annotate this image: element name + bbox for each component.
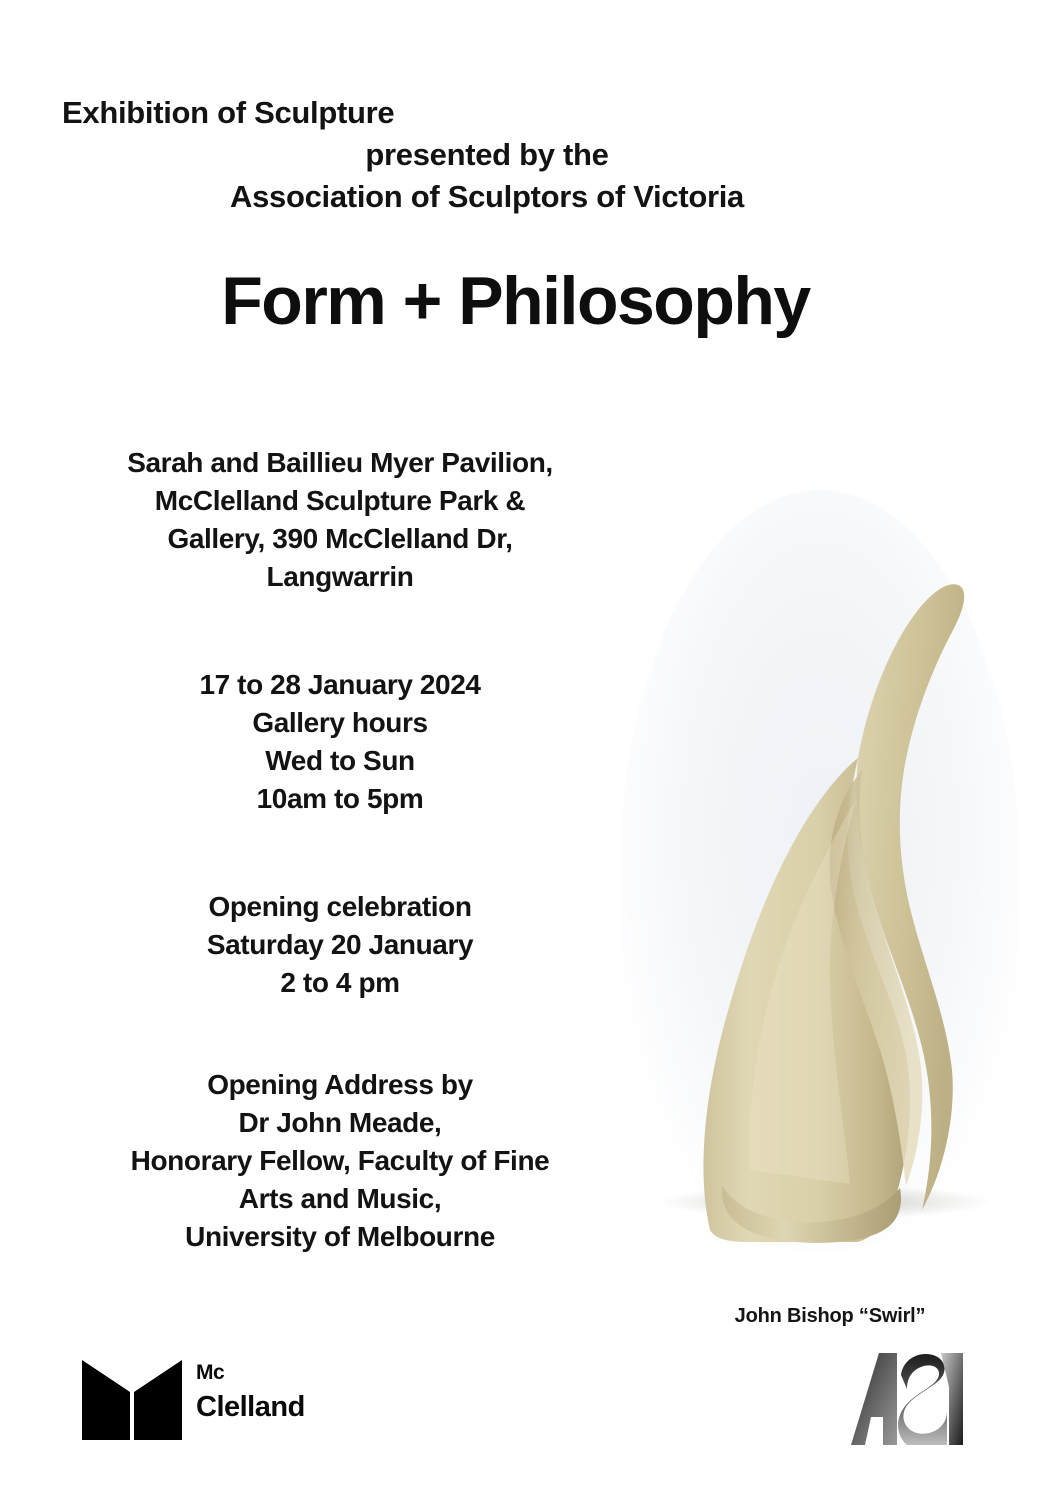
mcclelland-word-line-1: Mc (196, 1361, 225, 1384)
opening-address-block (30, 1066, 650, 1256)
sculpture-photo (600, 470, 1040, 1270)
address-line-1: Opening Address by (207, 1069, 473, 1100)
header-line-3: Association of Sculptors of Victoria (230, 179, 744, 214)
address-line-2: Dr John Meade, (238, 1107, 442, 1138)
address-line-4: Arts and Music, (238, 1183, 442, 1214)
dates-line-1: 17 to 28 January 2024 (199, 669, 481, 700)
header-block (62, 92, 892, 218)
asv-mark-icon (845, 1345, 975, 1455)
opening-line-3: 2 to 4 pm (280, 967, 400, 998)
mcclelland-logo (78, 1352, 368, 1448)
venue-line-2: McClelland Sculpture Park & (154, 485, 526, 516)
venue-line-3: Gallery, 390 McClelland Dr, (167, 523, 513, 554)
exhibition-title: Form + Philosophy (221, 263, 810, 339)
mcclelland-word-line-2: Clelland (196, 1391, 305, 1423)
artwork-caption: John Bishop “Swirl” (734, 1305, 926, 1327)
sculpture-illustration (600, 470, 1040, 1270)
venue-block (60, 444, 620, 596)
opening-line-2: Saturday 20 January (206, 929, 474, 960)
address-line-5: University of Melbourne (185, 1221, 495, 1252)
dates-line-2: Gallery hours (252, 707, 428, 738)
asv-logo (845, 1345, 975, 1455)
mcclelland-mark-icon (78, 1352, 186, 1448)
address-line-3: Honorary Fellow, Faculty of Fine (130, 1145, 550, 1176)
header-line-1: Exhibition of Sculpture (62, 95, 395, 130)
venue-line-1: Sarah and Baillieu Myer Pavilion, (127, 447, 553, 478)
dates-line-4: 10am to 5pm (256, 783, 424, 814)
opening-celebration-block (60, 888, 620, 1002)
dates-line-3: Wed to Sun (265, 745, 415, 776)
venue-line-4: Langwarrin (266, 561, 414, 592)
opening-line-1: Opening celebration (208, 891, 472, 922)
dates-block (60, 666, 620, 818)
mcclelland-wordmark (196, 1356, 305, 1424)
header-line-2: presented by the (365, 137, 609, 172)
